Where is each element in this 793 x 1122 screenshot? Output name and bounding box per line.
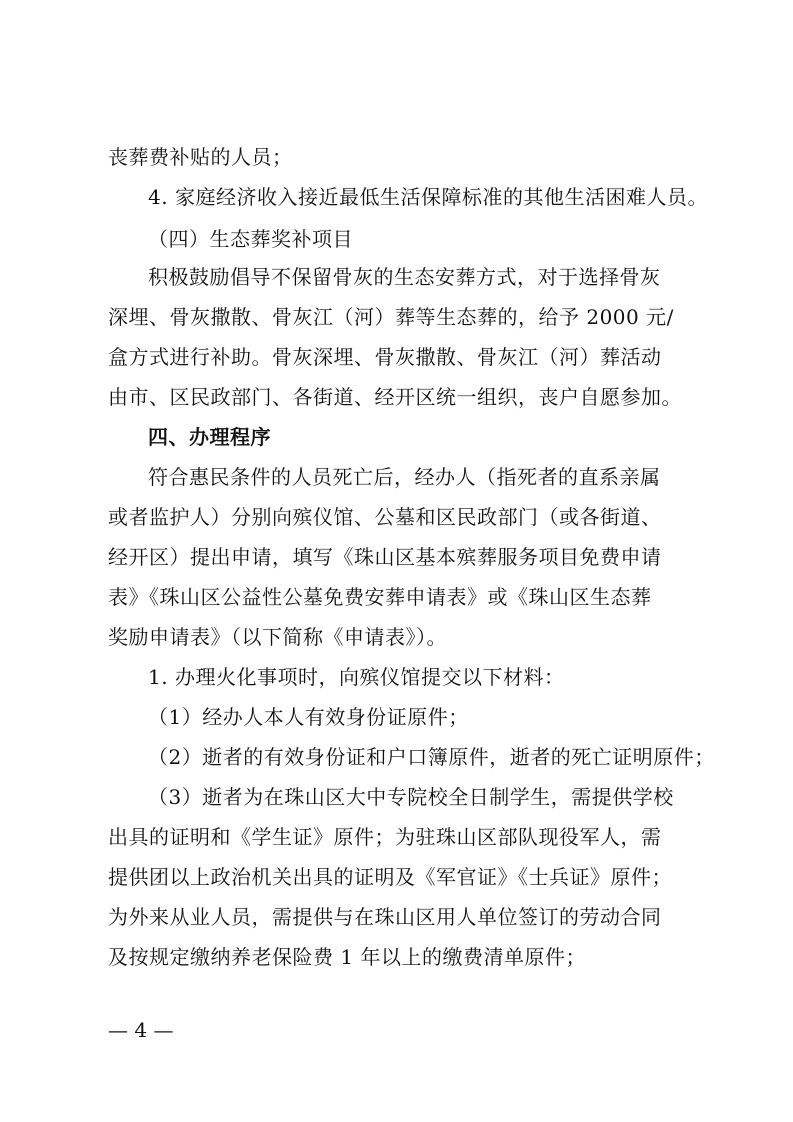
list-item-2: （2）逝者的有效身份证和户口簿原件，逝者的死亡证明原件； xyxy=(148,745,715,769)
text-line-21: 及按规定缴纳养老保险费 1 年以上的缴费清单原件； xyxy=(108,945,586,969)
text-line-9: 符合惠民条件的人员死亡后，经办人（指死者的直系亲属 xyxy=(148,465,661,489)
text-line-11: 经开区）提出申请，填写《珠山区基本殡葬服务项目免费申请 xyxy=(108,545,662,569)
list-item-3: （3）逝者为在珠山区大中专院校全日制学生，需提供学校 xyxy=(148,785,674,809)
text-line-6: 盒方式进行补助。骨灰深埋、骨灰撒散、骨灰江（河）葬活动 xyxy=(108,345,662,369)
text-line-19: 提供团以上政治机关出具的证明及《军官证》《士兵证》原件； xyxy=(108,865,672,889)
page-number: — 4 — xyxy=(108,1018,174,1042)
text-line-20: 为外来从业人员，需提供与在珠山区用人单位签订的劳动合同 xyxy=(108,905,662,929)
text-line-2: 4. 家庭经济收入接近最低生活保障标准的其他生活困难人员。 xyxy=(148,185,708,209)
text-line-7: 由市、区民政部门、各街道、经开区统一组织，丧户自愿参加。 xyxy=(108,385,682,409)
list-item-1: （1）经办人本人有效身份证原件； xyxy=(148,705,469,729)
text-line-5: 深埋、骨灰撒散、骨灰江（河）葬等生态葬的，给予 2000 元/ xyxy=(108,305,674,329)
section-heading: 四、办理程序 xyxy=(148,425,271,449)
text-line-12: 表》《珠山区公益性公墓免费安葬申请表》或《珠山区生态葬 xyxy=(108,585,652,609)
text-line-13: 奖励申请表》（以下简称《申请表》）。 xyxy=(108,625,447,649)
text-line-1: 丧葬费补贴的人员； xyxy=(108,145,293,169)
text-line-14: 1. 办理火化事项时，向殡仪馆提交以下材料： xyxy=(148,665,565,689)
text-line-10: 或者监护人）分别向殡仪馆、公墓和区民政部门（或各街道、 xyxy=(108,505,662,529)
text-line-18: 出具的证明和《学生证》原件；为驻珠山区部队现役军人，需 xyxy=(108,825,662,849)
text-line-4: 积极鼓励倡导不保留骨灰的生态安葬方式，对于选择骨灰 xyxy=(148,265,661,289)
subsection-heading: （四）生态葬奖补项目 xyxy=(148,227,353,251)
